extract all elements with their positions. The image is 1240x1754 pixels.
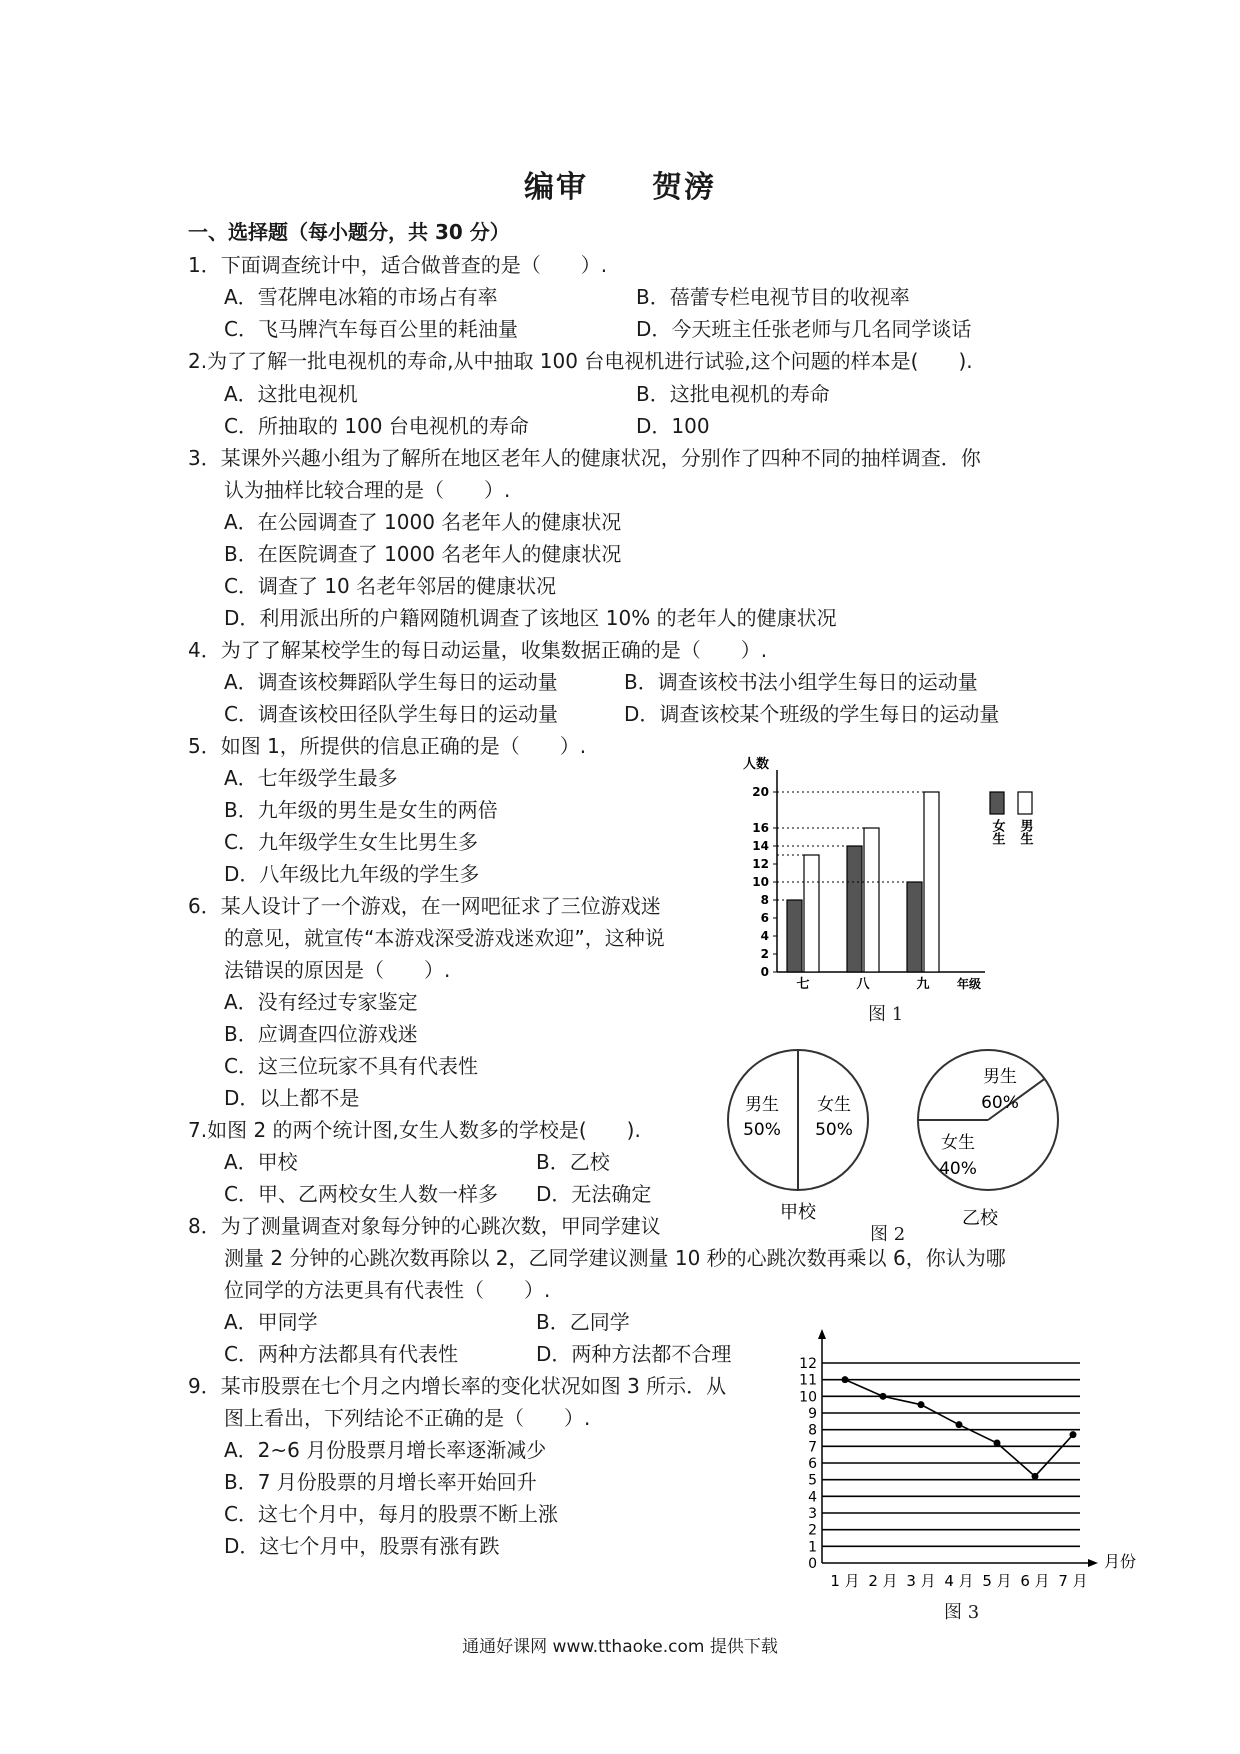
q5-option-b: B．九年级的男生是女生的两倍 [224, 798, 498, 822]
y-tick-label: 12 [752, 857, 769, 871]
pie-yi-slice-label: 男生 [983, 1067, 1017, 1087]
q6-option-a: A．没有经过专家鉴定 [224, 990, 418, 1014]
y-tick-label: 4 [760, 929, 769, 943]
q7-option-b: B．乙校 [536, 1150, 610, 1174]
y-tick-label: 2 [808, 1522, 817, 1539]
x-tick-label: 4 月 [944, 1572, 974, 1590]
y-tick-label: 20 [752, 785, 769, 799]
q6-stem-line2: 的意见，就宣传“本游戏深受游戏迷欢迎”，这种说 [224, 926, 665, 950]
pie-jia-slice-label: 女生 [817, 1095, 851, 1115]
figure-2-label: 图 2 [870, 1224, 906, 1245]
q3-option-b: B．在医院调查了 1000 名老年人的健康状况 [224, 542, 622, 566]
q9-option-b: B．7 月份股票的月增长率开始回升 [224, 1470, 537, 1494]
q5-option-a: A．七年级学生最多 [224, 766, 398, 790]
q3-stem-line1: 3．某课外兴趣小组为了解所在地区老年人的健康状况，分别作了四种不同的抽样调查．你 [188, 446, 981, 470]
x-axis-label: 月份 [1104, 1552, 1137, 1571]
pie-yi-title: 乙校 [962, 1208, 998, 1229]
pie-jia-slice-value: 50% [743, 1120, 781, 1140]
x-tick-label: 3 月 [906, 1572, 936, 1590]
q9-stem-line1: 9．某市股票在七个月之内增长率的变化状况如图 3 所示．从 [188, 1374, 727, 1398]
q1-stem: 1．下面调查统计中，适合做普查的是（ ）. [188, 253, 608, 277]
q1-option-d: D．今天班主任张老师与几名同学谈话 [636, 317, 972, 341]
q7-stem: 7.如图 2 的两个统计图,女生人数多的学校是( ). [188, 1118, 641, 1142]
q2-option-a: A．这批电视机 [224, 382, 358, 406]
y-tick-label: 5 [808, 1472, 817, 1489]
y-tick-label: 10 [799, 1389, 817, 1406]
q2-stem: 2.为了了解一批电视机的寿命,从中抽取 100 台电视机进行试验,这个问题的样本是( ). [188, 349, 973, 373]
data-point-2 月 [880, 1393, 887, 1400]
q6-stem-line3: 法错误的原因是（ ）. [224, 958, 451, 982]
bar-女生-七 [787, 900, 802, 972]
y-tick-label: 3 [808, 1506, 817, 1522]
q8-option-b: B．乙同学 [536, 1310, 630, 1334]
x-tick-label: 九 [916, 977, 930, 992]
y-tick-label: 11 [799, 1372, 817, 1389]
data-point-1 月 [842, 1376, 849, 1383]
q8-stem-line2: 测量 2 分钟的心跳次数再除以 2，乙同学建议测量 10 秒的心跳次数再乘以 6，你认为哪 [224, 1246, 1006, 1270]
q2-option-c: C．所抽取的 100 台电视机的寿命 [224, 414, 529, 438]
y-tick-label: 6 [808, 1456, 817, 1472]
q4-option-d: D．调查该校某个班级的学生每日的运动量 [624, 702, 1000, 726]
q8-stem-line3: 位同学的方法更具有代表性（ ）. [224, 1278, 551, 1302]
legend-label-女生: 女生 [989, 819, 1005, 845]
q5-stem: 5．如图 1，所提供的信息正确的是（ ）. [188, 734, 587, 758]
q1-option-b: B．蓓蕾专栏电视节目的收视率 [636, 285, 910, 309]
q4-option-c: C．调查该校田径队学生每日的运动量 [224, 702, 558, 726]
q8-option-c: C．两种方法都具有代表性 [224, 1342, 458, 1366]
figure-1-label: 图 1 [868, 1004, 904, 1025]
y-tick-label: 7 [808, 1439, 817, 1456]
q9-option-c: C．这七个月中，每月的股票不断上涨 [224, 1502, 558, 1526]
x-tick-label: 6 月 [1020, 1572, 1050, 1590]
q8-option-d: D．两种方法都不合理 [536, 1342, 732, 1366]
x-tick-label: 2 月 [868, 1572, 898, 1590]
q4-option-a: A．调查该校舞蹈队学生每日的运动量 [224, 670, 558, 694]
q5-option-c: C．九年级学生女生比男生多 [224, 830, 478, 854]
bar-男生-七 [804, 855, 819, 972]
q6-option-d: D．以上都不是 [224, 1086, 360, 1110]
q3-option-c: C．调查了 10 名老年邻居的健康状况 [224, 574, 557, 598]
q6-stem-line1: 6．某人设计了一个游戏，在一网吧征求了三位游戏迷 [188, 894, 661, 918]
q9-option-a: A．2~6 月份股票月增长率逐渐减少 [224, 1438, 547, 1462]
y-tick-label: 14 [752, 839, 769, 853]
y-tick-label: 6 [760, 911, 769, 925]
data-point-3 月 [918, 1401, 925, 1408]
q3-stem-line2: 认为抽样比较合理的是（ ）. [224, 478, 511, 502]
q9-stem-line2: 图上看出，下列结论不正确的是（ ）. [224, 1406, 591, 1430]
figure-1-bar-chart [735, 752, 1055, 992]
bar-女生-九 [907, 882, 922, 972]
page-title [0, 162, 1240, 206]
data-point-7 月 [1070, 1431, 1077, 1438]
x-tick-label: 1 月 [830, 1572, 860, 1590]
data-point-6 月 [1032, 1473, 1039, 1480]
y-axis-arrow [818, 1329, 826, 1339]
section-title: 一、选择题（每小题分，共 30 分） [188, 220, 510, 244]
q6-option-c: C．这三位玩家不具有代表性 [224, 1054, 478, 1078]
x-tick-label: 七 [796, 977, 810, 992]
pie-yi-slice-label: 女生 [941, 1133, 975, 1153]
y-tick-label: 8 [760, 893, 769, 907]
y-tick-label: 2 [760, 947, 769, 961]
y-tick-label: 1 [808, 1539, 817, 1556]
y-tick-label: 16 [752, 821, 769, 835]
q7-option-d: D．无法确定 [536, 1182, 652, 1206]
bar-男生-九 [924, 792, 939, 972]
figure-2-pie-charts [720, 1025, 1080, 1235]
x-axis-label: 年级 [957, 977, 982, 991]
x-tick-label: 7 月 [1058, 1572, 1088, 1590]
pie-jia-title: 甲校 [780, 1202, 816, 1223]
y-tick-label: 9 [808, 1406, 817, 1422]
q8-option-a: A．甲同学 [224, 1310, 318, 1334]
data-point-5 月 [994, 1440, 1001, 1447]
legend-swatch-男生 [1018, 792, 1032, 814]
q9-option-d: D．这七个月中，股票有涨有跌 [224, 1534, 500, 1558]
y-axis-label: 人数 [743, 757, 770, 772]
title-left: 编审 [524, 170, 588, 205]
q1-option-a: A．雪花牌电冰箱的市场占有率 [224, 285, 498, 309]
y-tick-label: 10 [752, 875, 769, 889]
legend-swatch-女生 [990, 792, 1004, 814]
q3-option-d: D．利用派出所的户籍网随机调查了该地区 10% 的老年人的健康状况 [224, 606, 837, 630]
y-tick-label: 12 [799, 1356, 817, 1372]
legend-label-男生: 男生 [1017, 819, 1033, 845]
title-right: 贺滂 [652, 170, 716, 205]
pie-jia-slice-label: 男生 [745, 1095, 779, 1115]
pie-jia-slice-value: 50% [815, 1120, 853, 1140]
q6-option-b: B．应调查四位游戏迷 [224, 1022, 418, 1046]
bar-男生-八 [864, 828, 879, 972]
q3-option-a: A．在公园调查了 1000 名老年人的健康状况 [224, 510, 622, 534]
pie-yi-slice-value: 60% [981, 1093, 1019, 1113]
q2-option-d: D．100 [636, 414, 710, 438]
q4-option-b: B．调查该校书法小组学生每日的运动量 [624, 670, 978, 694]
x-tick-label: 5 月 [982, 1572, 1012, 1590]
bar-女生-八 [847, 846, 862, 972]
q5-option-d: D．八年级比九年级的学生多 [224, 862, 480, 886]
figure-3-line-chart [790, 1325, 1160, 1595]
figure-3-label: 图 3 [944, 1602, 980, 1623]
footer-text: 通通好课网 www.tthaoke.com 提供下载 [462, 1637, 778, 1657]
data-point-4 月 [956, 1421, 963, 1428]
q8-stem-line1: 8．为了测量调查对象每分钟的心跳次数，甲同学建议 [188, 1214, 661, 1238]
x-tick-label: 八 [856, 977, 870, 992]
pie-yi-slice-value: 40% [939, 1159, 977, 1179]
x-axis-arrow [1088, 1559, 1098, 1567]
y-tick-label: 4 [808, 1489, 817, 1506]
y-tick-label: 0 [808, 1556, 817, 1572]
q7-option-c: C．甲、乙两校女生人数一样多 [224, 1182, 498, 1206]
q4-stem: 4．为了了解某校学生的每日动运量，收集数据正确的是（ ）. [188, 638, 768, 662]
q2-option-b: B．这批电视机的寿命 [636, 382, 830, 406]
q1-option-c: C．飞马牌汽车每百公里的耗油量 [224, 317, 518, 341]
q7-option-a: A．甲校 [224, 1150, 298, 1174]
y-tick-label: 8 [808, 1422, 817, 1439]
y-tick-label: 0 [760, 965, 769, 979]
